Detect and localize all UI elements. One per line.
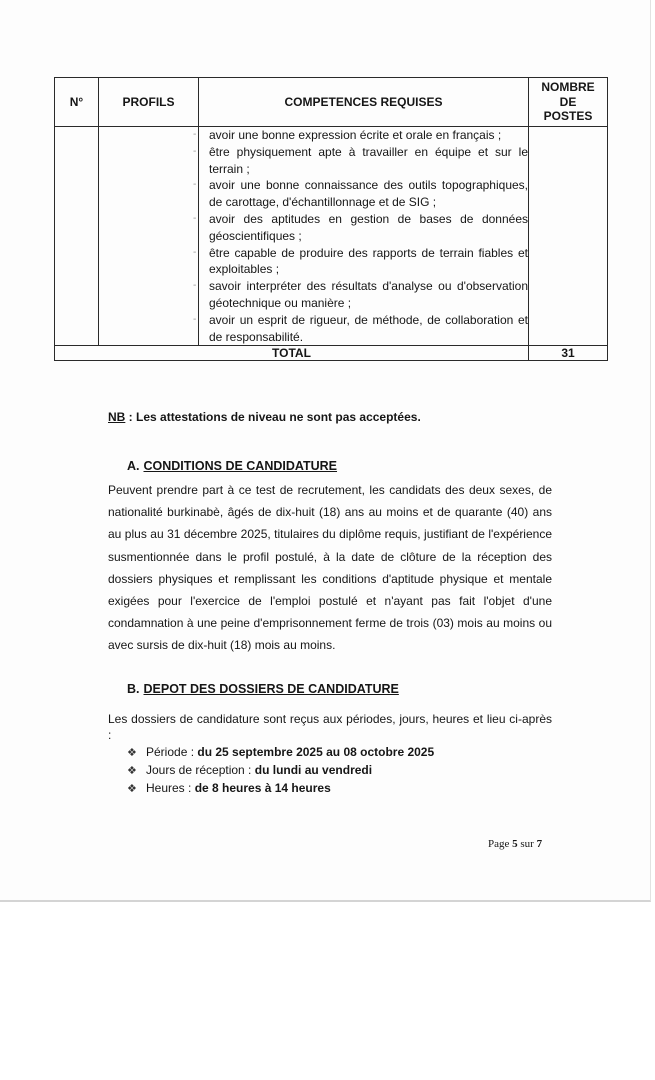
deposit-details-list <box>127 744 434 798</box>
cell-competences <box>199 127 529 346</box>
cell-no <box>55 127 99 346</box>
competences-list <box>199 127 528 345</box>
list-item <box>127 744 434 762</box>
nb-label: NB <box>108 410 126 424</box>
hours-value: de 8 heures à 14 heures <box>194 781 331 795</box>
page-total: 7 <box>536 838 543 850</box>
section-a-paragraph: Peuvent prendre part à ce test de recrutement, les candidats des deux sexes, de nationalité burkinabè, âgés de dix-huit (18) ans au moins et de quarante (40) ans au plus au 31 décembre 2025, titulaires du diplôme requis, justifiant de l'expérience susmentionnée dans le profil postulé, à la date de clôture de la réception des dossiers physiques et remplissant les conditions d'aptitude physique et mentale exigées pour l'exercice de l'emploi postulé et n'ayant pas fait l'objet d'une condamnation à une peine d'emprisonnement ferme de trois (03) mois au moins ou avec sursis de dix-huit (18) mois au moins. <box>108 483 552 653</box>
list-item: - avoir un esprit de rigueur, de méthode, de collaboration et de responsabilité. <box>199 312 528 346</box>
diamond-bullet-icon: ❖ <box>127 765 137 777</box>
header-nombre-line3: POSTES <box>543 109 593 124</box>
table-row <box>55 127 608 346</box>
list-item: - avoir des aptitudes en gestion de bases de données géoscientifiques ; <box>199 211 528 245</box>
header-competences: COMPETENCES REQUISES <box>199 78 529 127</box>
profiles-table <box>54 77 608 361</box>
header-no: N° <box>55 78 99 127</box>
cell-nombre <box>529 127 608 346</box>
header-nombre-postes <box>529 78 608 127</box>
list-item: - avoir une bonne expression écrite et orale en français ; <box>199 127 528 144</box>
section-b-paragraph: Les dossiers de candidature sont reçus aux périodes, jours, heures et lieu ci-après : <box>108 712 552 742</box>
header-nombre-line2: DE <box>559 94 577 109</box>
total-label: TOTAL <box>55 346 529 361</box>
list-item: - être capable de produire des rapports de terrain fiables et exploitables ; <box>199 245 528 279</box>
nb-text: : Les attestations de niveau ne sont pas acceptées. <box>125 410 421 424</box>
page-current: 5 <box>512 838 518 850</box>
header-nombre-line1: NOMBRE <box>541 80 595 95</box>
hours-label: Heures : <box>146 781 195 795</box>
diamond-bullet-icon: ❖ <box>127 783 137 795</box>
days-value: du lundi au vendredi <box>254 763 373 777</box>
section-b-title: DEPOT DES DOSSIERS DE CANDIDATURE <box>143 682 399 696</box>
days-label: Jours de réception : <box>146 763 255 777</box>
period-value: du 25 septembre 2025 au 08 octobre 2025 <box>197 745 435 759</box>
list-item <box>127 780 434 798</box>
period-label: Période : <box>146 745 198 759</box>
cell-profil <box>99 127 199 346</box>
diamond-bullet-icon: ❖ <box>127 747 137 759</box>
list-item: - avoir une bonne connaissance des outils topographiques, de carottage, d'échantillonnage et de SIG ; <box>199 177 528 211</box>
section-a-title: CONDITIONS DE CANDIDATURE <box>143 459 338 473</box>
total-row <box>55 346 608 361</box>
page-sep: sur <box>520 838 534 850</box>
header-profils: PROFILS <box>99 78 199 127</box>
total-value: 31 <box>529 346 608 361</box>
nb-note <box>108 410 421 424</box>
list-item <box>127 762 434 780</box>
list-item: - savoir interpréter des résultats d'analyse ou d'observation géotechnique ou manière ; <box>199 278 528 312</box>
section-b-letter: B. <box>127 682 140 696</box>
section-b-heading <box>127 682 399 696</box>
section-a-letter: A. <box>127 459 140 473</box>
table-header-row <box>55 78 608 127</box>
section-a-heading <box>127 459 337 473</box>
list-item: - être physiquement apte à travailler en équipe et sur le terrain ; <box>199 144 528 178</box>
page-number <box>488 838 542 850</box>
page-word: Page <box>488 838 510 850</box>
